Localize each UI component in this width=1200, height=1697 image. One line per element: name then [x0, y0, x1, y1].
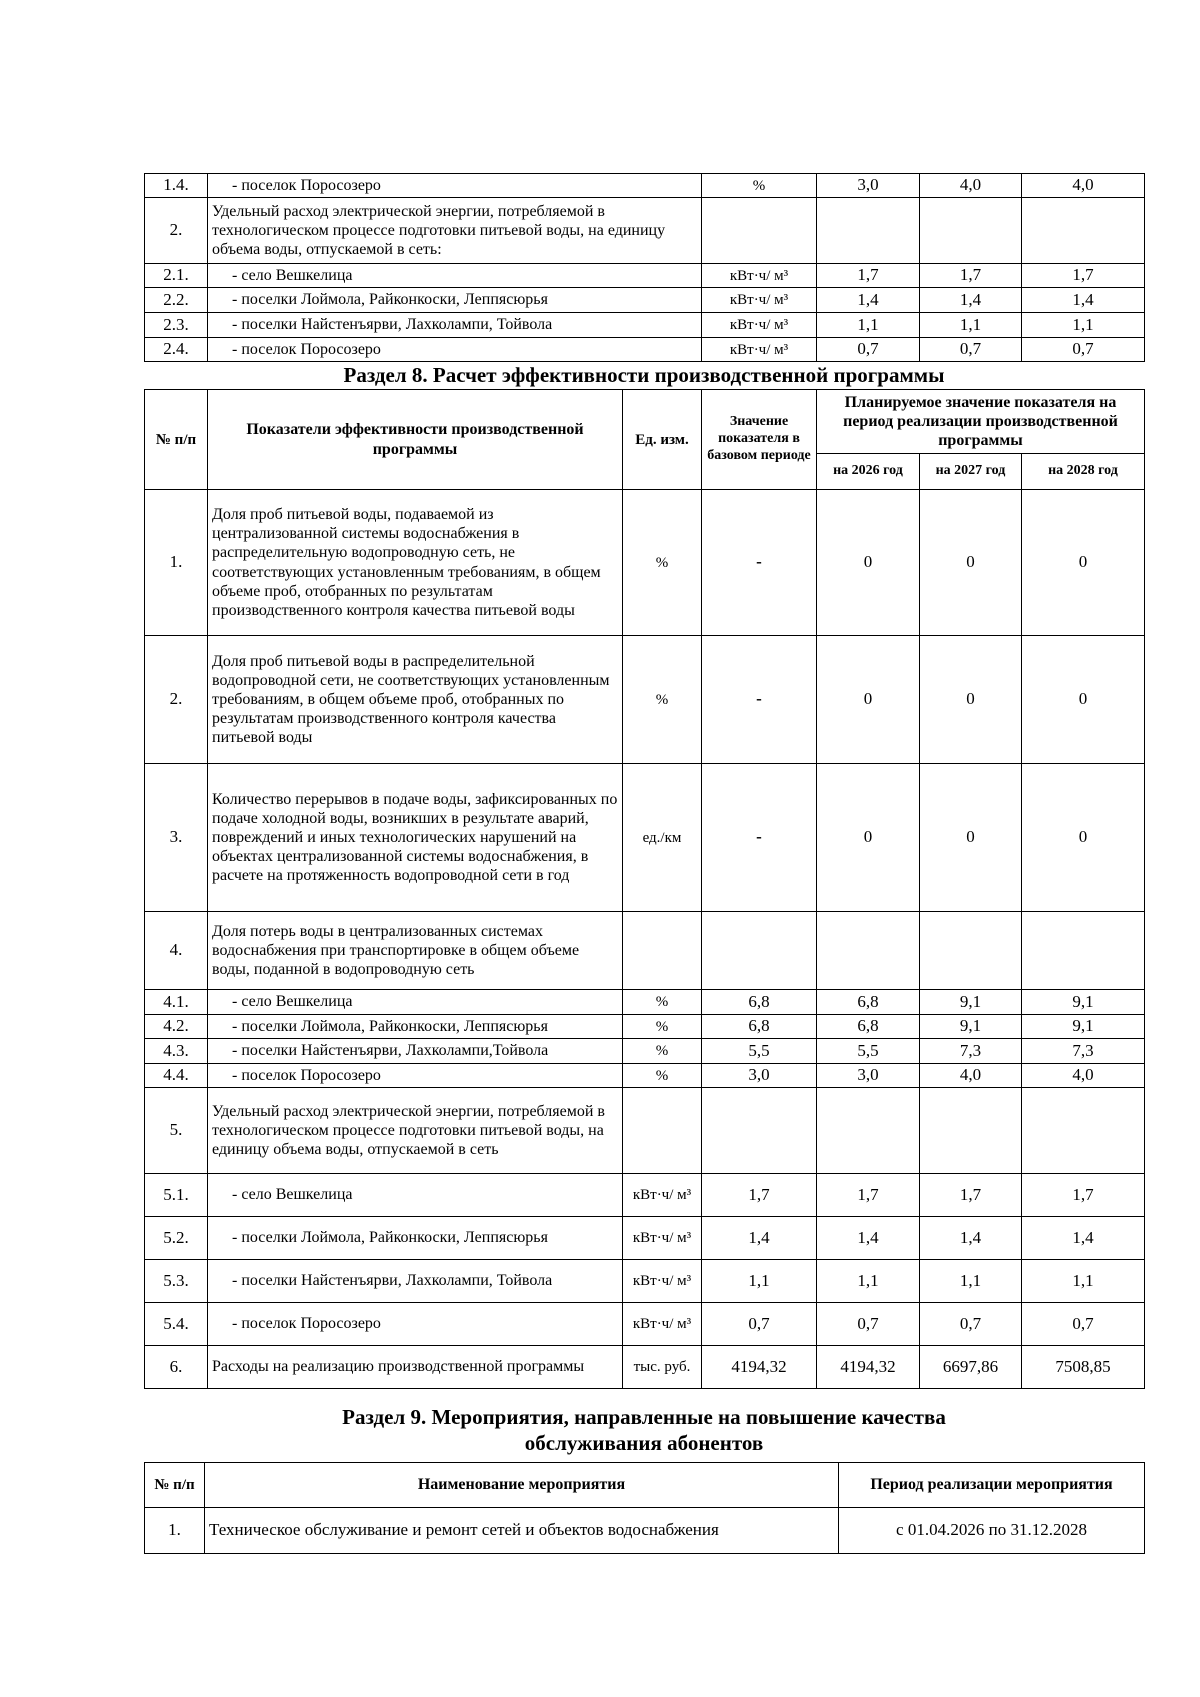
table-row: [145, 990, 1145, 1015]
table-row: [145, 288, 1145, 313]
section-9-title: Раздел 9. Мероприятия, направленные на повышение качества обслуживания абонентов: [342, 1405, 946, 1455]
row-name: Количество перерывов в подаче воды, зафиксированных по подаче холодной воды, возникших в результате аварий, повреждений и иных технологических нарушений на объектах централизованной системы водоснабжения, в расчете на протяженность водопроводной сети в год: [208, 764, 623, 912]
row-2028: 0: [1022, 490, 1145, 636]
row-2027: 1,4: [920, 1217, 1022, 1260]
row-2026: 4194,32: [817, 1346, 920, 1389]
row-2027: [920, 1088, 1022, 1174]
row-2027: 0: [920, 764, 1022, 912]
row-value-1: 1,4: [817, 288, 920, 313]
row-number: 5.2.: [145, 1217, 208, 1260]
row-2026: 1,4: [817, 1217, 920, 1260]
row-base: 1,4: [702, 1217, 817, 1260]
row-base: 0,7: [702, 1303, 817, 1346]
row-2026: 6,8: [817, 1015, 920, 1039]
table-row: [145, 764, 1145, 912]
row-unit: кВт·ч/ м³: [623, 1260, 702, 1303]
row-event-name: Техническое обслуживание и ремонт сетей и объектов водоснабжения: [205, 1508, 839, 1554]
row-value-2: 1,4: [920, 288, 1022, 313]
row-name: Расходы на реализацию производственной программы: [208, 1346, 623, 1389]
row-unit: кВт·ч/ м³: [702, 264, 817, 288]
row-unit: %: [623, 490, 702, 636]
row-value-1: 0,7: [817, 338, 920, 362]
row-name: - поселки Лоймола, Райконкоски, Леппясюрья: [208, 1015, 623, 1039]
row-name: - поселки Найстенъярви, Лахколампи, Тойвола: [208, 1260, 623, 1303]
row-base: -: [702, 764, 817, 912]
row-unit: тыс. руб.: [623, 1346, 702, 1389]
table-row: [145, 636, 1145, 764]
row-unit: кВт·ч/ м³: [623, 1217, 702, 1260]
row-number: 3.: [145, 764, 208, 912]
row-number: 5.4.: [145, 1303, 208, 1346]
row-number: 6.: [145, 1346, 208, 1389]
row-unit: %: [623, 1064, 702, 1088]
row-2026: 6,8: [817, 990, 920, 1015]
row-name: Доля проб питьевой воды, подаваемой из централизованной системы водоснабжения в распределительную водопроводную сеть, не соответствующих установленным требованиям, в общем объеме проб, отобранных по результатам производственного контроля качества питьевой воды: [208, 490, 623, 636]
row-2028: 9,1: [1022, 990, 1145, 1015]
row-name: Удельный расход электрической энергии, потребляемой в технологическом процессе подготовки питьевой воды, на единицу объема воды, отпускаемой в сеть:: [208, 198, 702, 264]
row-unit: ед./км: [623, 764, 702, 912]
row-name: Доля потерь воды в централизованных системах водоснабжения при транспортировке в общем объеме воды, поданной в водопроводную сеть: [208, 912, 623, 990]
row-base: 4194,32: [702, 1346, 817, 1389]
row-2027: 0: [920, 636, 1022, 764]
row-value-3: 4,0: [1022, 174, 1145, 198]
row-number: 2.3.: [145, 313, 208, 338]
row-base: [702, 1088, 817, 1174]
row-number: 5.3.: [145, 1260, 208, 1303]
row-base: [702, 912, 817, 990]
table-row: [145, 1088, 1145, 1174]
row-2026: 0: [817, 490, 920, 636]
row-number: 2.1.: [145, 264, 208, 288]
row-2028: 0: [1022, 764, 1145, 912]
row-number: 4.1.: [145, 990, 208, 1015]
row-base: 1,7: [702, 1174, 817, 1217]
row-2028: 1,1: [1022, 1260, 1145, 1303]
row-unit: %: [623, 1039, 702, 1064]
row-number: 4.4.: [145, 1064, 208, 1088]
table-row: [145, 174, 1145, 198]
row-2028: 7508,85: [1022, 1346, 1145, 1389]
table-row: [145, 912, 1145, 990]
row-value-3: 0,7: [1022, 338, 1145, 362]
row-2027: 0,7: [920, 1303, 1022, 1346]
table-row: [145, 1260, 1145, 1303]
row-2028: 0: [1022, 636, 1145, 764]
row-base: -: [702, 490, 817, 636]
row-value-3: 1,4: [1022, 288, 1145, 313]
section-8-title: Раздел 8. Расчет эффективности производственной программы: [343, 363, 945, 387]
row-unit: кВт·ч/ м³: [623, 1174, 702, 1217]
row-unit: %: [623, 1015, 702, 1039]
row-2027: 0: [920, 490, 1022, 636]
row-2026: [817, 912, 920, 990]
header-base-value: Значение показателя в базовом периоде: [702, 390, 817, 490]
row-name: - поселки Найстенъярви, Лахколампи, Тойвола: [208, 313, 702, 338]
row-2027: 7,3: [920, 1039, 1022, 1064]
row-base: 5,5: [702, 1039, 817, 1064]
row-2027: [920, 912, 1022, 990]
row-value-2: 1,1: [920, 313, 1022, 338]
row-name: - поселок Поросозеро: [208, 174, 702, 198]
row-2028: 7,3: [1022, 1039, 1145, 1064]
table-row: [145, 1346, 1145, 1389]
row-2028: [1022, 912, 1145, 990]
row-2027: 9,1: [920, 990, 1022, 1015]
row-unit: кВт·ч/ м³: [702, 313, 817, 338]
header-event-name: Наименование мероприятия: [205, 1463, 839, 1508]
row-2026: [817, 1088, 920, 1174]
row-base: -: [702, 636, 817, 764]
row-2026: 0,7: [817, 1303, 920, 1346]
row-name: - поселок Поросозеро: [208, 1064, 623, 1088]
table-row: [145, 313, 1145, 338]
row-name: Удельный расход электрической энергии, потребляемой в технологическом процессе подготовки питьевой воды, на единицу объема воды, отпускаемой в сеть: [208, 1088, 623, 1174]
row-2027: 9,1: [920, 1015, 1022, 1039]
header-number: № п/п: [145, 390, 208, 490]
header-period: Период реализации мероприятия: [839, 1463, 1145, 1508]
row-2026: 1,7: [817, 1174, 920, 1217]
row-period: с 01.04.2026 по 31.12.2028: [839, 1508, 1145, 1554]
row-number: 1.: [145, 1508, 205, 1554]
table-row: [145, 1174, 1145, 1217]
row-base: 6,8: [702, 1015, 817, 1039]
row-name: Доля проб питьевой воды в распределительной водопроводной сети, не соответствующих установленным требованиям, в общем объеме проб, отобранных по результатам производственного контроля качества питьевой воды: [208, 636, 623, 764]
header-year-2026: на 2026 год: [817, 454, 920, 490]
row-number: 2.4.: [145, 338, 208, 362]
row-unit: [623, 1088, 702, 1174]
row-2028: [1022, 1088, 1145, 1174]
row-2026: 3,0: [817, 1064, 920, 1088]
row-number: 2.: [145, 198, 208, 264]
row-value-1: 1,7: [817, 264, 920, 288]
header-unit: Ед. изм.: [623, 390, 702, 490]
row-name: - село Вешкелица: [208, 990, 623, 1015]
row-unit: %: [702, 174, 817, 198]
row-2028: 9,1: [1022, 1015, 1145, 1039]
row-unit: %: [623, 990, 702, 1015]
row-name: - поселок Поросозеро: [208, 1303, 623, 1346]
row-name: - село Вешкелица: [208, 264, 702, 288]
row-unit: %: [623, 636, 702, 764]
row-number: 4.: [145, 912, 208, 990]
row-2027: 4,0: [920, 1064, 1022, 1088]
row-unit: [702, 198, 817, 264]
row-value-2: [920, 198, 1022, 264]
row-value-3: 1,7: [1022, 264, 1145, 288]
table-row: [145, 1015, 1145, 1039]
row-number: 1.: [145, 490, 208, 636]
row-2028: 1,4: [1022, 1217, 1145, 1260]
row-value-3: [1022, 198, 1145, 264]
row-unit: [623, 912, 702, 990]
header-indicator: Показатели эффективности производственной программы: [208, 390, 623, 490]
row-number: 4.2.: [145, 1015, 208, 1039]
table-row: [145, 338, 1145, 362]
row-number: 2.2.: [145, 288, 208, 313]
row-value-2: 1,7: [920, 264, 1022, 288]
row-value-1: [817, 198, 920, 264]
header-year-2027: на 2027 год: [920, 454, 1022, 490]
table-row: [145, 1303, 1145, 1346]
row-name: - поселок Поросозеро: [208, 338, 702, 362]
table-row: [145, 1217, 1145, 1260]
row-number: 4.3.: [145, 1039, 208, 1064]
top-table: [144, 173, 1145, 362]
header-number: № п/п: [145, 1463, 205, 1508]
row-value-3: 1,1: [1022, 313, 1145, 338]
row-unit: кВт·ч/ м³: [623, 1303, 702, 1346]
section-8-table: [144, 389, 1145, 1389]
row-base: 1,1: [702, 1260, 817, 1303]
row-value-2: 0,7: [920, 338, 1022, 362]
row-value-1: 1,1: [817, 313, 920, 338]
row-base: 3,0: [702, 1064, 817, 1088]
row-2026: 1,1: [817, 1260, 920, 1303]
row-name: - поселки Лоймола, Райконкоски, Леппясюрья: [208, 1217, 623, 1260]
row-number: 1.4.: [145, 174, 208, 198]
row-value-2: 4,0: [920, 174, 1022, 198]
row-2027: 6697,86: [920, 1346, 1022, 1389]
table-row: [145, 1064, 1145, 1088]
row-2026: 0: [817, 636, 920, 764]
row-unit: кВт·ч/ м³: [702, 338, 817, 362]
table-row: [145, 490, 1145, 636]
header-year-2028: на 2028 год: [1022, 454, 1145, 490]
row-unit: кВт·ч/ м³: [702, 288, 817, 313]
row-2026: 0: [817, 764, 920, 912]
row-2028: 0,7: [1022, 1303, 1145, 1346]
row-number: 5.: [145, 1088, 208, 1174]
row-2027: 1,1: [920, 1260, 1022, 1303]
row-2028: 1,7: [1022, 1174, 1145, 1217]
table-row: [145, 1508, 1145, 1554]
section-9-table: [144, 1462, 1145, 1554]
row-number: 2.: [145, 636, 208, 764]
row-2027: 1,7: [920, 1174, 1022, 1217]
row-name: - село Вешкелица: [208, 1174, 623, 1217]
row-name: - поселки Найстенъярви, Лахколампи,Тойвола: [208, 1039, 623, 1064]
row-name: - поселки Лоймола, Райконкоски, Леппясюрья: [208, 288, 702, 313]
table-row: [145, 264, 1145, 288]
header-planned: Планируемое значение показателя на период реализации производственной программы: [817, 390, 1145, 454]
row-base: 6,8: [702, 990, 817, 1015]
row-2026: 5,5: [817, 1039, 920, 1064]
row-value-1: 3,0: [817, 174, 920, 198]
row-2028: 4,0: [1022, 1064, 1145, 1088]
table-row: [145, 198, 1145, 264]
row-number: 5.1.: [145, 1174, 208, 1217]
table-row: [145, 1039, 1145, 1064]
